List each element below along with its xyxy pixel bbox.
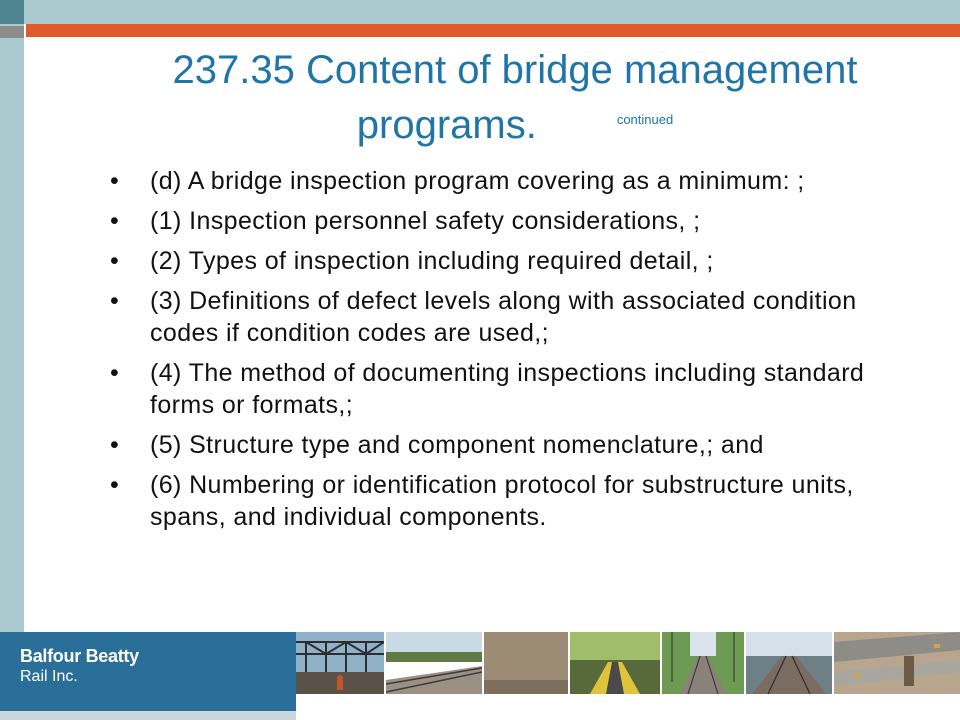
left-frame-strip xyxy=(0,0,24,632)
photo-yellow-platform xyxy=(570,632,660,694)
list-item-text: (d) A bridge inspection program covering as a minimum: ; xyxy=(150,167,805,195)
corner-square-teal xyxy=(0,0,24,24)
top-frame-strip xyxy=(0,0,960,24)
list-item xyxy=(110,285,930,349)
title-continued-note: continued xyxy=(616,112,674,127)
list-item xyxy=(110,205,930,237)
photo-rail-bridge-deck xyxy=(746,632,832,694)
list-item xyxy=(110,165,930,197)
list-item xyxy=(110,245,930,277)
list-item xyxy=(110,357,930,421)
list-item-text: (2) Types of inspection including required detail, ; xyxy=(150,247,714,275)
list-item-text: (5) Structure type and component nomenclature,; and xyxy=(150,431,764,459)
bullet-glyph: • xyxy=(110,431,120,459)
slide-title xyxy=(120,45,910,150)
company-logo-name: Balfour Beatty xyxy=(20,646,139,666)
list-item xyxy=(110,429,930,461)
photo-brown-surface xyxy=(484,632,568,694)
photo-electrified-line xyxy=(662,632,744,694)
slide-title-text: 237.35 Content of bridge management programs. xyxy=(172,48,858,147)
list-item-text: (3) Definitions of defect levels along with associated condition codes if condition codes are used,; xyxy=(150,287,857,347)
accent-bar xyxy=(26,24,960,37)
list-item-text: (6) Numbering or identification protocol for substructure units, spans, and individual components. xyxy=(150,471,854,531)
bullet-glyph: • xyxy=(110,287,120,315)
bullet-glyph: • xyxy=(110,167,120,195)
list-item-text: (1) Inspection personnel safety considerations, ; xyxy=(150,207,701,235)
photo-rail-track-gravel xyxy=(386,632,482,694)
bullet-list xyxy=(110,165,930,541)
bullet-glyph: • xyxy=(110,471,120,499)
bullet-glyph: • xyxy=(110,247,120,275)
bullet-glyph: • xyxy=(110,207,120,235)
list-item xyxy=(110,469,930,533)
company-logo-subtitle: Rail Inc. xyxy=(20,668,78,685)
list-item-text: (4) The method of documenting inspections including standard forms or formats,; xyxy=(150,359,865,419)
bullet-glyph: • xyxy=(110,359,120,387)
photo-rail-bridge-crew xyxy=(296,632,384,694)
corner-square-gray xyxy=(0,26,24,38)
photo-overpass-construction xyxy=(834,632,960,694)
footer-logo-band-shadow xyxy=(0,711,296,720)
